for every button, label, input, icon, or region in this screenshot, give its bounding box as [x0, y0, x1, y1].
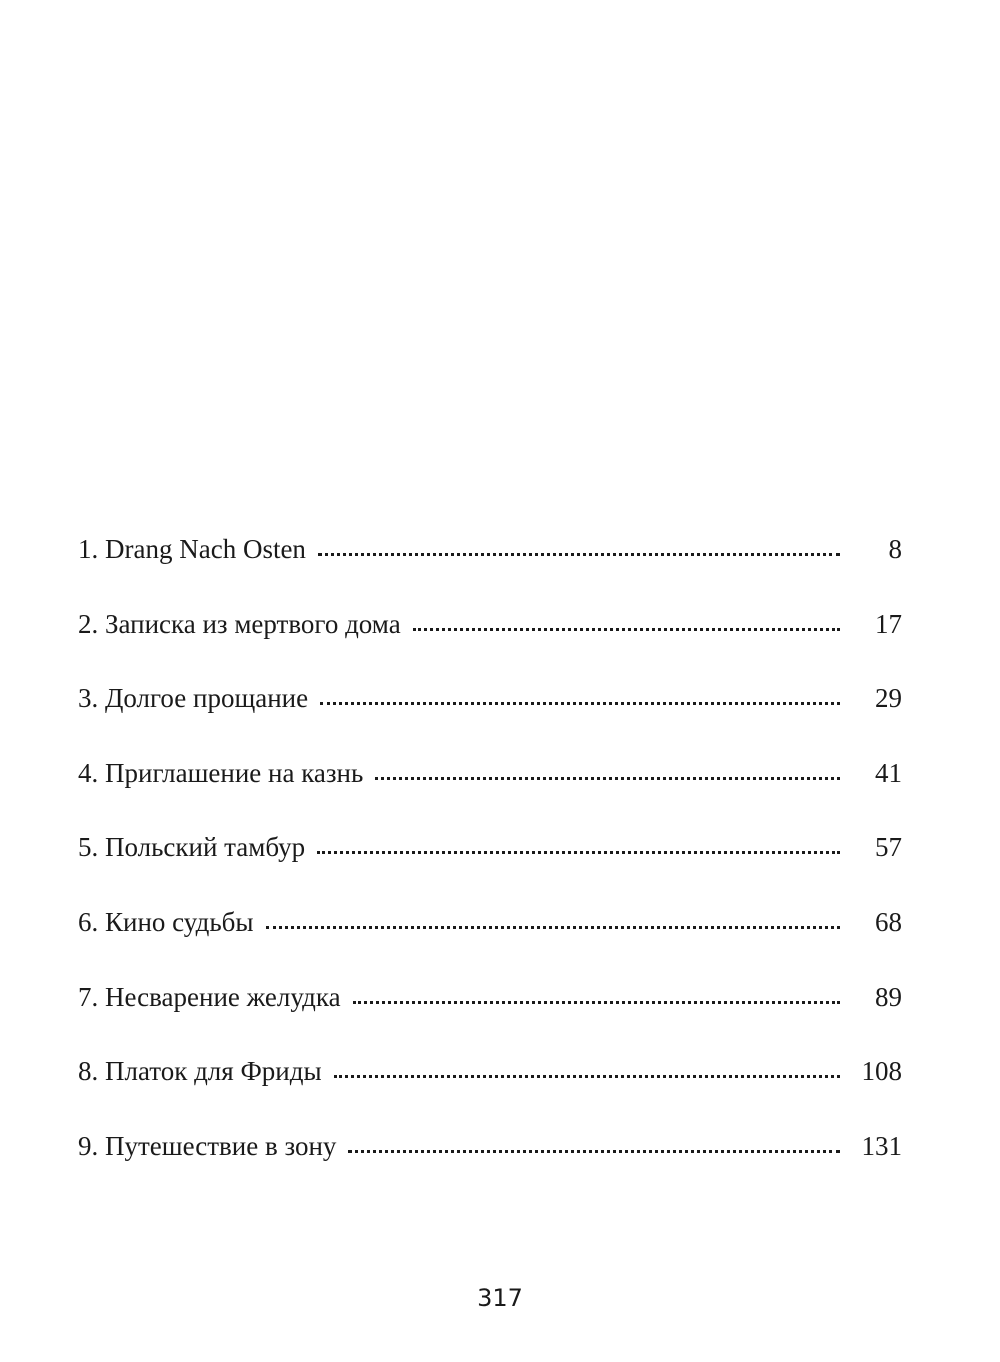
dot-leader: [413, 628, 840, 631]
toc-entry-title: 5. Польский тамбур: [78, 832, 306, 863]
dot-leader: [334, 1075, 840, 1078]
dot-leader: [318, 553, 840, 556]
toc-entry-page: 29: [875, 683, 902, 714]
toc-entry-page: 68: [875, 906, 902, 937]
toc-entry-title: 6. Кино судьбы: [78, 906, 254, 937]
toc-entry-3: [78, 685, 902, 760]
toc-entry-page: 17: [875, 608, 902, 639]
toc-entry-7: [78, 981, 902, 1059]
toc-entry-page: 57: [875, 832, 902, 863]
dot-leader: [266, 926, 840, 929]
toc-entry-title: 9. Путешествие в зону: [78, 1130, 337, 1161]
table-of-contents: [78, 536, 902, 1207]
toc-entry-2: [78, 608, 902, 686]
toc-entry-page: 8: [888, 534, 902, 564]
toc-entry-page: 41: [875, 757, 902, 788]
toc-entry-page: 131: [861, 1130, 902, 1161]
toc-entry-5: [78, 834, 902, 909]
toc-entry-title: 4. Приглашение на казнь: [78, 757, 364, 788]
dot-leader: [353, 1001, 840, 1004]
dot-leader: [348, 1150, 840, 1153]
page-number: 317: [477, 1284, 523, 1312]
toc-entry-1: [78, 536, 902, 611]
dot-leader: [375, 777, 840, 780]
dot-leader: [317, 851, 840, 854]
toc-entry-page: 89: [875, 981, 902, 1012]
toc-entry-8: [78, 1058, 902, 1133]
toc-entry-title: 1. Drang Nach Osten: [78, 534, 306, 564]
dot-leader: [320, 702, 840, 705]
toc-entry-6: [78, 906, 902, 984]
toc-entry-page: 108: [861, 1056, 902, 1087]
toc-entry-title: 2. Записка из мертвого дома: [78, 608, 401, 639]
toc-entry-9: [78, 1130, 902, 1208]
toc-entry-title: 3. Долгое прощание: [78, 683, 309, 714]
toc-entry-title: 8. Платок для Фриды: [78, 1056, 322, 1087]
toc-entry-title: 7. Несварение желудка: [78, 981, 341, 1012]
toc-entry-4: [78, 757, 902, 835]
